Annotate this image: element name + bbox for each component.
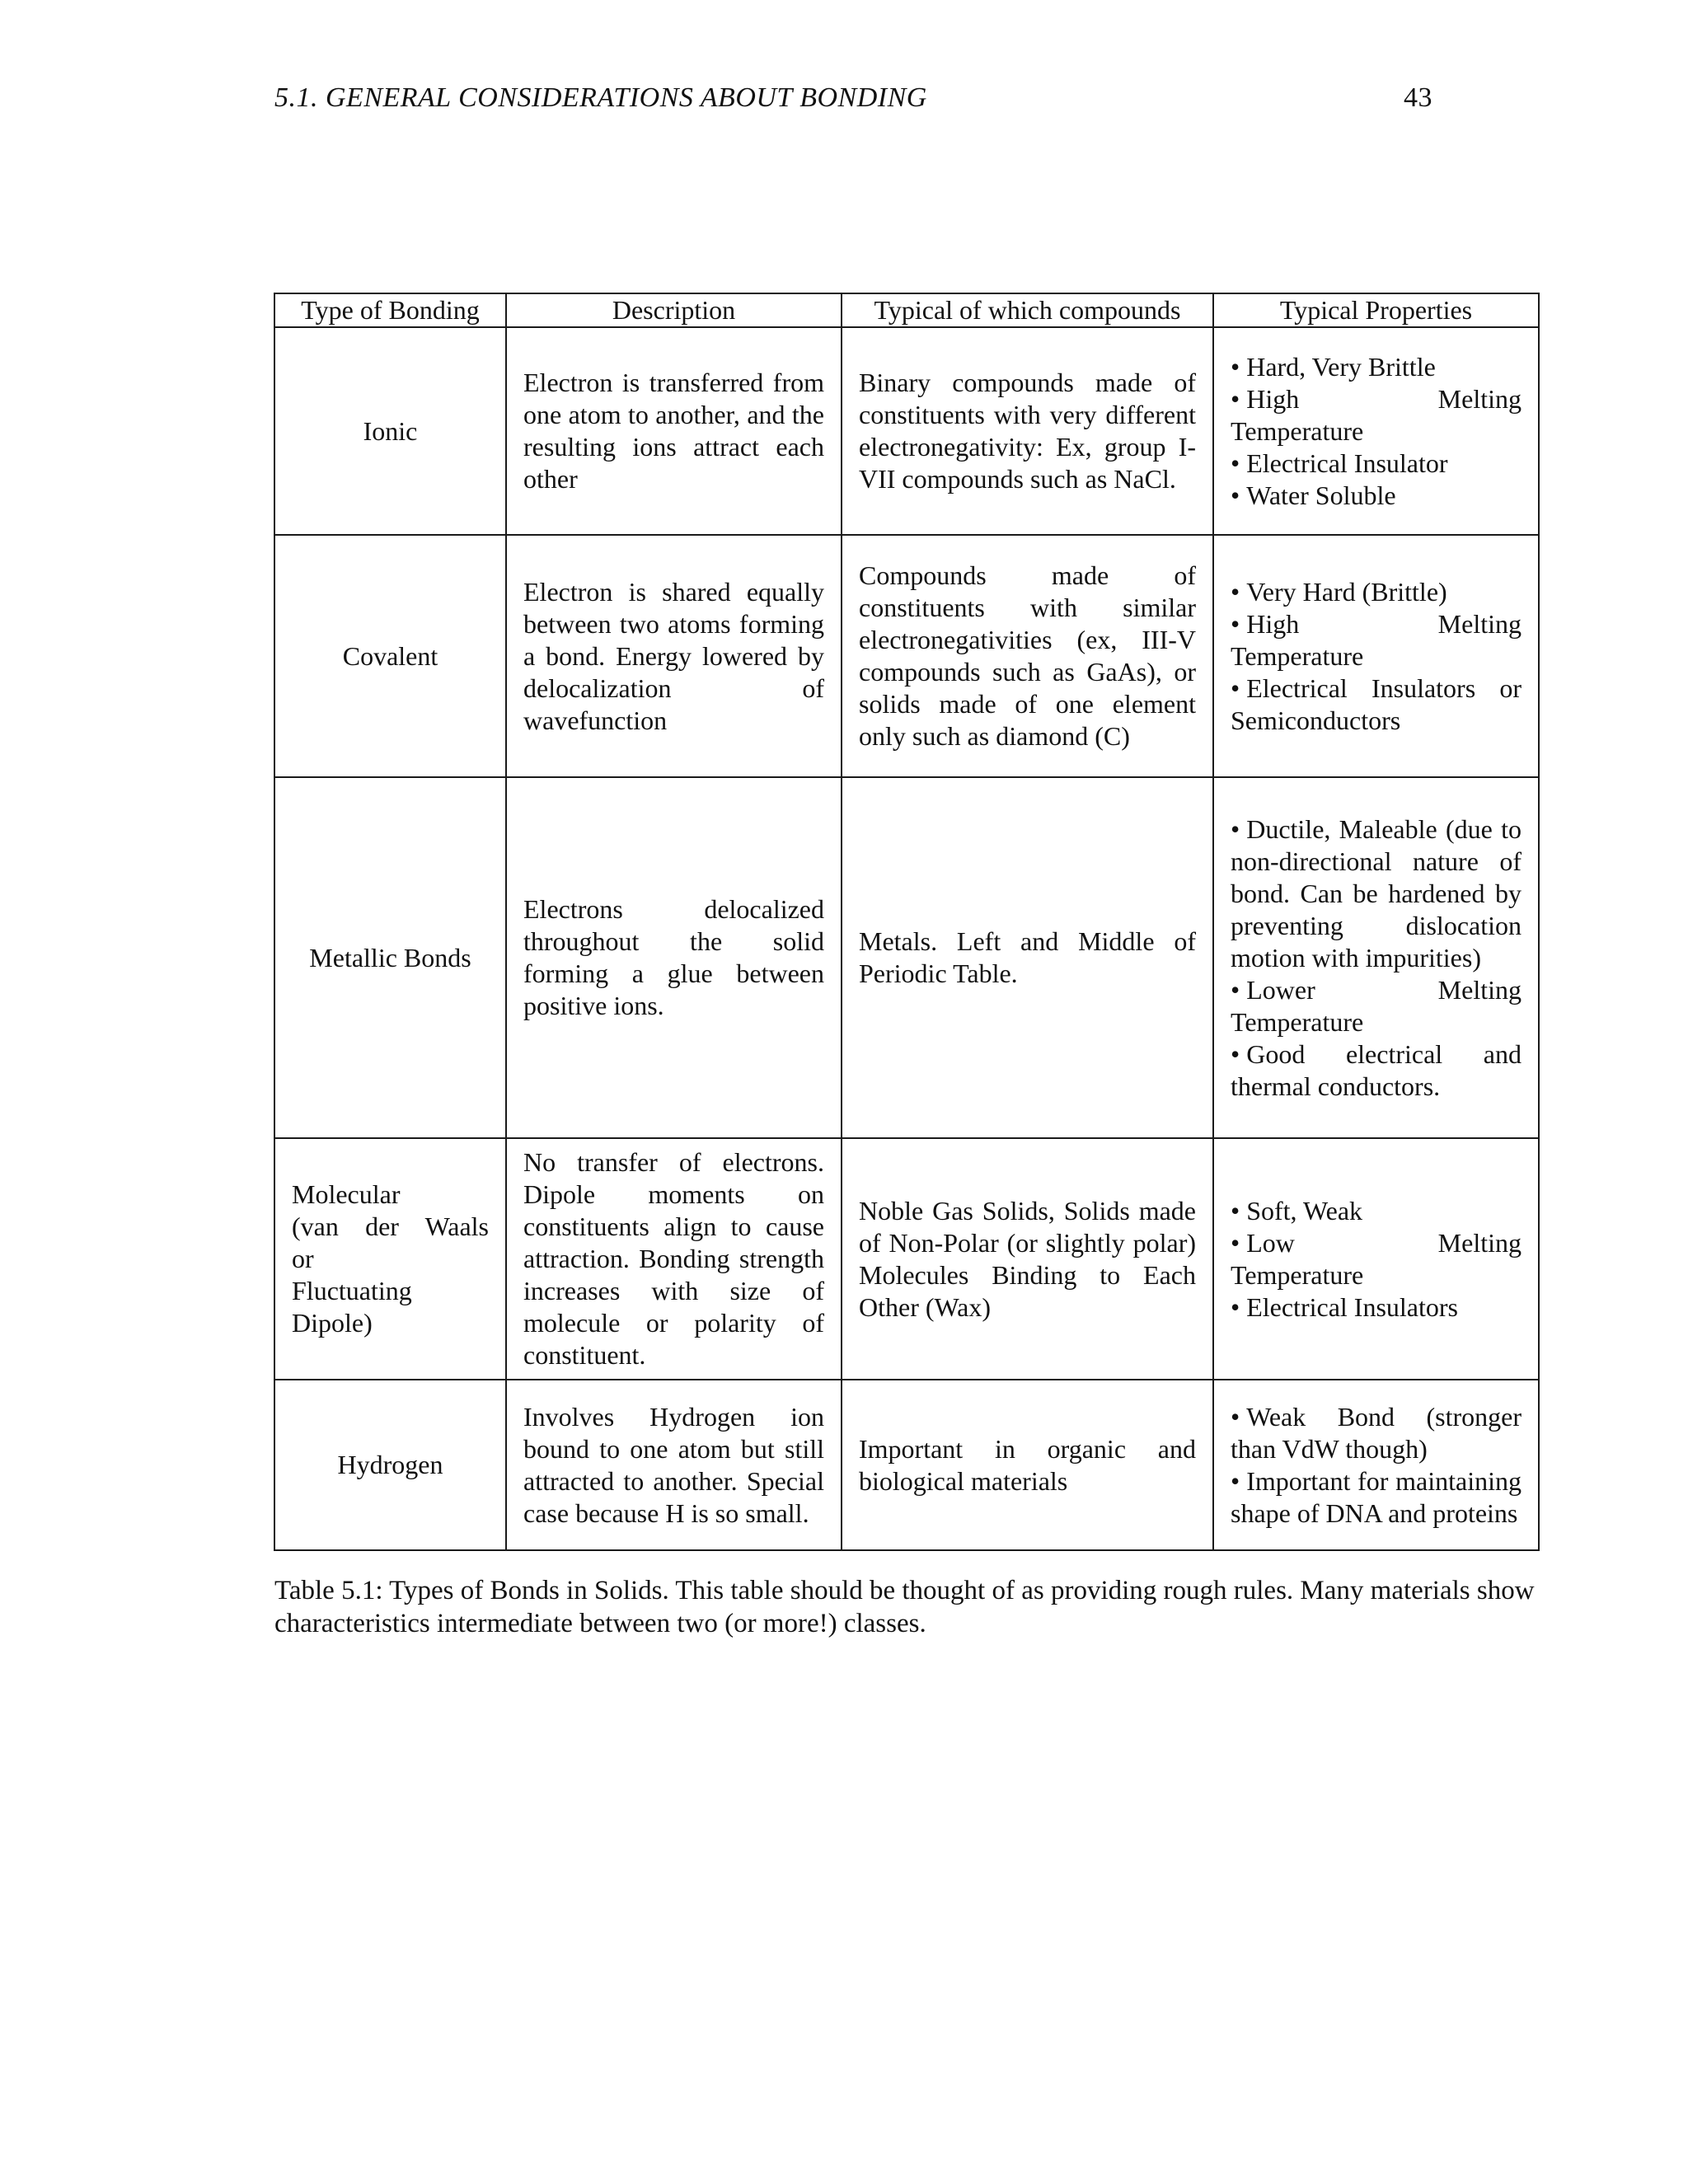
bullet-icon: • xyxy=(1231,351,1240,382)
properties-cell xyxy=(1213,777,1539,1138)
description-cell: Electrons delocalized throughout the solid forming a glue between positive ions. xyxy=(506,777,842,1138)
bullet-icon: • xyxy=(1231,448,1240,478)
bonding-type-line: or xyxy=(292,1244,314,1273)
bullet-icon: • xyxy=(1231,974,1240,1005)
column-header: Description xyxy=(506,293,842,327)
compounds-cell: Noble Gas Solids, Solids made of Non-Polar (or slightly polar) Molecules Binding to Each Other (Wax) xyxy=(842,1138,1213,1380)
table-row xyxy=(274,535,1539,777)
section-title: 5.1. GENERAL CONSIDERATIONS ABOUT BONDING xyxy=(274,82,927,113)
bullet-icon: • xyxy=(1231,1195,1240,1226)
property-item: • Good electrical and thermal conductors. xyxy=(1231,1038,1522,1101)
bullet-icon: • xyxy=(1231,383,1240,414)
bullet-icon: • xyxy=(1231,480,1240,510)
table-row xyxy=(274,327,1539,535)
column-header: Type of Bonding xyxy=(274,293,506,327)
property-item: • Very Hard (Brittle) xyxy=(1231,576,1447,607)
column-header: Typical Properties xyxy=(1213,293,1539,327)
bonding-type-cell: Ionic xyxy=(274,327,506,535)
property-item: • Lower Melting Temperature xyxy=(1231,974,1522,1037)
table-row xyxy=(274,1380,1539,1550)
compounds-cell: Compounds made of constituents with similar electronegativities (ex, III-V compounds such as GaAs), or solids made of one element only such as diamond (C) xyxy=(842,535,1213,777)
bullet-icon: • xyxy=(1231,1227,1240,1258)
table-row xyxy=(274,1138,1539,1380)
bonding-type-cell: Covalent xyxy=(274,535,506,777)
bullet-icon: • xyxy=(1231,1401,1240,1432)
bullet-icon: • xyxy=(1231,673,1240,703)
table-caption: Table 5.1: Types of Bonds in Solids. This table should be thought of as providing rough rules. Many materials show characteristics intermediate between two (or more!) classes. xyxy=(274,1576,1535,1638)
bonding-type-line: Fluctuating xyxy=(292,1276,412,1305)
bonding-type-line: Molecular xyxy=(292,1179,401,1209)
bullet-icon: • xyxy=(1231,608,1240,639)
running-head xyxy=(274,82,1432,114)
property-item: • Electrical Insulator xyxy=(1231,448,1448,478)
property-item: • Important for maintaining shape of DNA and proteins xyxy=(1231,1465,1522,1528)
compounds-cell: Metals. Left and Middle of Periodic Table. xyxy=(842,777,1213,1138)
table-header-row xyxy=(274,293,1539,327)
properties-cell xyxy=(1213,535,1539,777)
compounds-cell: Binary compounds made of constituents with very different electronegativity: Ex, group I-VII compounds such as NaCl. xyxy=(842,327,1213,535)
bonding-type-line: Dipole) xyxy=(292,1308,373,1338)
properties-cell xyxy=(1213,1138,1539,1380)
property-item: • Hard, Very Brittle xyxy=(1231,351,1436,382)
bullet-icon: • xyxy=(1231,1038,1240,1069)
property-item: • Low Melting Temperature xyxy=(1231,1227,1522,1290)
property-item: • Electrical Insulators or Semiconductors xyxy=(1231,673,1522,735)
properties-cell xyxy=(1213,327,1539,535)
property-item: • Water Soluble xyxy=(1231,480,1396,510)
compounds-cell: Important in organic and biological materials xyxy=(842,1380,1213,1550)
bullet-icon: • xyxy=(1231,1291,1240,1322)
bullet-icon: • xyxy=(1231,1465,1240,1496)
description-cell: No transfer of electrons. Dipole moments on constituents align to cause attraction. Bonding strength increases with size of molecule or polarity of constituent. xyxy=(506,1138,842,1380)
property-item: • High Melting Temperature xyxy=(1231,608,1522,671)
description-cell: Involves Hydrogen ion bound to one atom but still attracted to another. Special case because H is so small. xyxy=(506,1380,842,1550)
property-item: • Weak Bond (stronger than VdW though) xyxy=(1231,1401,1522,1464)
property-item: • Electrical Insulators xyxy=(1231,1291,1458,1322)
bonding-type-cell: Hydrogen xyxy=(274,1380,506,1550)
bonding-type-cell xyxy=(274,1138,506,1380)
column-header: Typical of which compounds xyxy=(842,293,1213,327)
bullet-icon: • xyxy=(1231,813,1240,844)
bonding-type-line: (van der Waals xyxy=(292,1212,489,1241)
property-item: • Soft, Weak xyxy=(1231,1195,1363,1226)
bullet-icon: • xyxy=(1231,576,1240,607)
description-cell: Electron is shared equally between two atoms forming a bond. Energy lowered by delocalization of wavefunction xyxy=(506,535,842,777)
property-item: • High Melting Temperature xyxy=(1231,383,1522,446)
properties-cell xyxy=(1213,1380,1539,1550)
page-number: 43 xyxy=(1404,82,1432,113)
description-cell: Electron is transferred from one atom to another, and the resulting ions attract each other xyxy=(506,327,842,535)
property-item: • Ductile, Maleable (due to non-directional nature of bond. Can be hardened by preventing dislocation motion with impurities) xyxy=(1231,813,1522,972)
bond-types-table xyxy=(274,293,1540,1551)
bonding-type-cell: Metallic Bonds xyxy=(274,777,506,1138)
table-row xyxy=(274,777,1539,1138)
